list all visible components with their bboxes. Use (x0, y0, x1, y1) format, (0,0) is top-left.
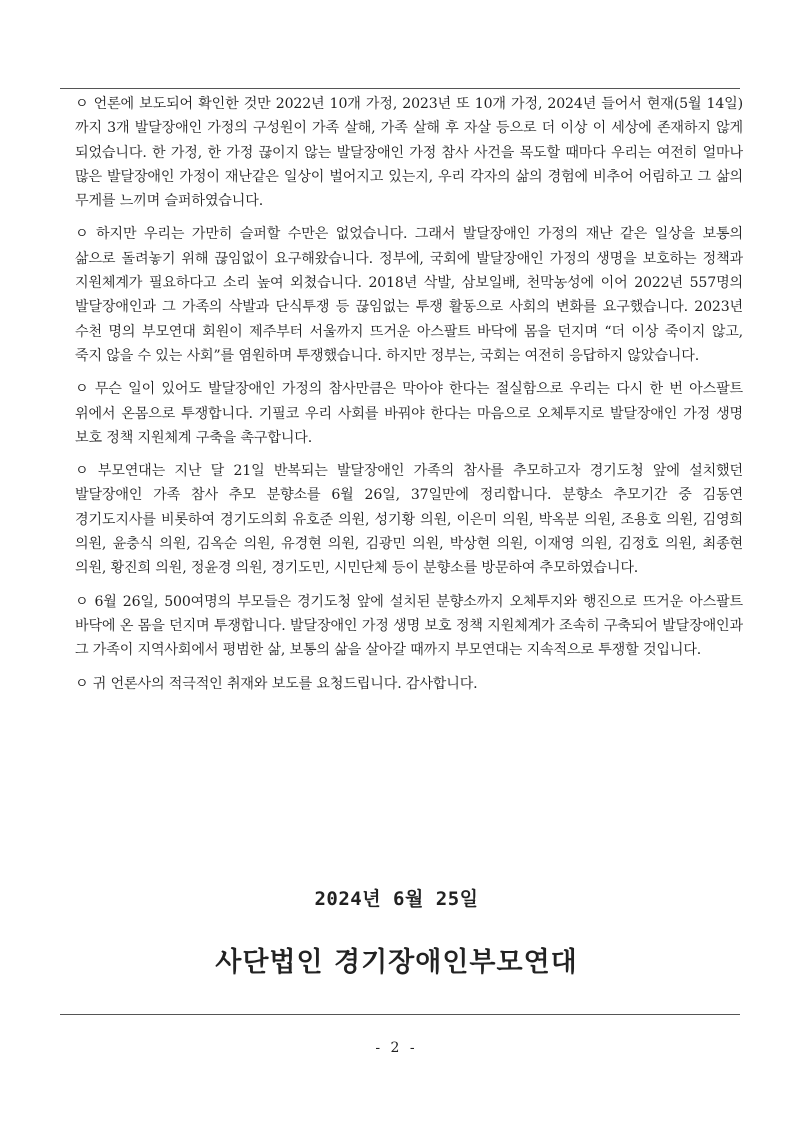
top-divider (60, 88, 740, 89)
paragraph-3: ㅇ 무슨 일이 있어도 발달장애인 가정의 참사만큼은 막아야 한다는 절실함으로 우리는 다시 한 번 아스팔트 위에서 온몸으로 투쟁합니다. 기필코 우리 사회를 바꿔야 한다는 마음으로 오체투지로 발달장애인 가정 생명 보호 정책 지원체계 구축을 촉구합니다. (75, 381, 743, 446)
page-number: - 2 - (375, 1040, 418, 1056)
paragraph-1: ㅇ 언론에 보도되어 확인한 것만 2022년 10개 가정, 2023년 또 10개 가정, 2024년 들어서 현재(5월 14일)까지 3개 발달장애인 가정의 구성원이 가족 살해, 가족 살해 후 자살 등으로 더 이상 이 세상에 존재하지 않게 되었습니다. 한 가정, 한 가정 끊이지 않는 발달장애인 가정 참사 사건을 목도할 때마다 우리는 여전히 얼마나 많은 발달장애인 가정이 재난같은 일상이 벌어지고 있는지, 우리 각자의 삶의 경험에 비추어 어림하고 그 삶의 무게를 느끼며 슬퍼하였습니다. (75, 96, 743, 210)
document-body (75, 92, 743, 705)
organization-name: 사단법인 경기장애인부모연대 (215, 947, 578, 978)
paragraph-5: ㅇ 6월 26일, 500여명의 부모들은 경기도청 앞에 설치된 분향소까지 오체투지와 행진으로 뜨거운 아스팔트 바닥에 온 몸을 던지며 투쟁합니다. 발달장애인 가정 생명 보호 정책 지원체계가 조속히 구축되어 발달장애인과 그 가족이 지역사회에서 평범한 삶, 보통의 삶을 살아갈 때까지 부모연대는 지속적으로 투쟁할 것입니다. (75, 593, 743, 659)
document-date: 2024년 6월 25일 (314, 888, 479, 910)
paragraph-6: ㅇ 귀 언론사의 적극적인 취재와 보도를 요청드립니다. 감사합니다. (75, 675, 478, 692)
paragraph-2: ㅇ 하지만 우리는 가만히 슬퍼할 수만은 없었습니다. 그래서 발달장애인 가정의 재난 같은 일상을 보통의 삶으로 돌려놓기 위해 끊임없이 요구해왔습니다. 정부에, 국회에 발달장애인 가정의 생명을 보호하는 정책과 지원체계가 필요하다고 소리 높여 외쳤습니다. 2018년 삭발, 삼보일배, 천막농성에 이어 2022년 557명의 발달장애인과 그 가족의 삭발과 단식투쟁 등 끊임없는 투쟁 활동으로 사회의 변화를 요구했습니다. 2023년 수천 명의 부모연대 회원이 제주부터 서울까지 뜨거운 아스팔트 바닥에 몸을 던지며 “더 이상 죽이지 않고, 죽지 않을 수 있는 사회”를 염원하며 투쟁했습니다. 하지만 정부는, 국회는 여전히 응답하지 않았습니다. (75, 226, 743, 364)
bottom-divider (60, 1014, 740, 1015)
paragraph-4: ㅇ 부모연대는 지난 달 21일 반복되는 발달장애인 가족의 참사를 추모하고자 경기도청 앞에 설치했던 발달장애인 가족 참사 추모 분향소를 6월 26일, 37일만에 정리합니다. 분향소 추모기간 중 김동연 경기도지사를 비롯하여 경기도의회 유호준 의원, 성기황 의원, 이은미 의원, 박옥분 의원, 조용호 의원, 김영희 의원, 윤충식 의원, 김옥순 의원, 유경현 의원, 김광민 의원, 박상현 의원, 이재영 의원, 김정호 의원, 최종현 의원, 황진희 의원, 정윤경 의원, 경기도민, 시민단체 등이 분향소를 방문하여 추모하였습니다. (75, 463, 743, 577)
